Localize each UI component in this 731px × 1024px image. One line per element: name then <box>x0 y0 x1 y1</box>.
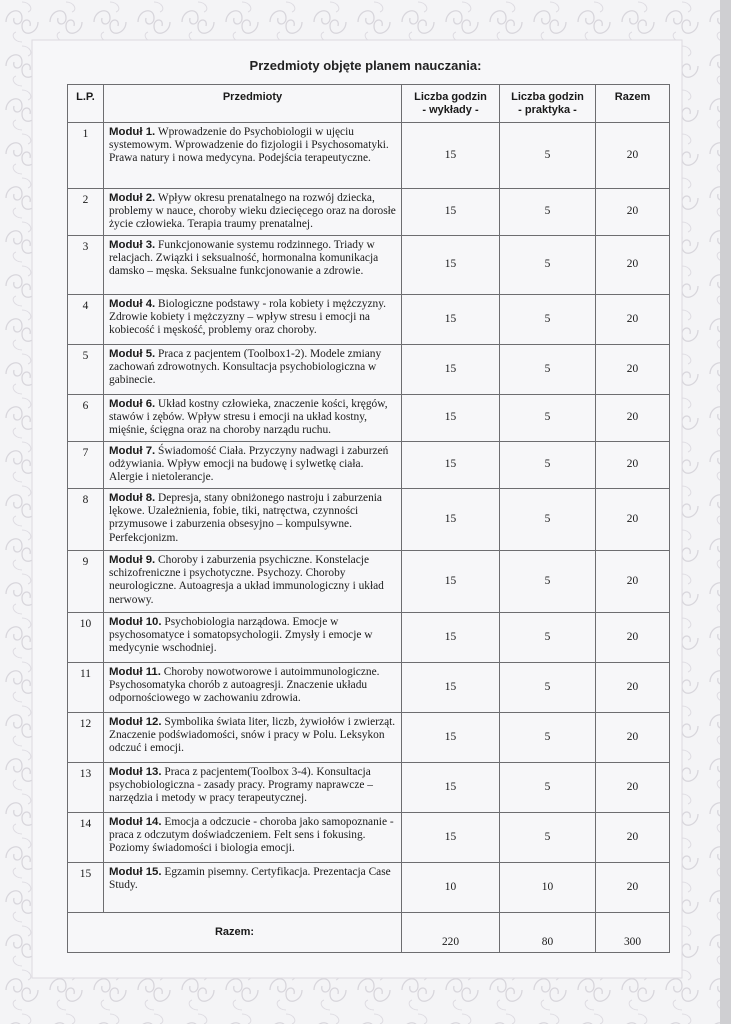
row-total: 20 <box>596 395 670 442</box>
summary-practice: 80 <box>500 913 596 953</box>
row-lectures: 15 <box>402 663 500 713</box>
row-description <box>104 663 402 713</box>
row-total: 20 <box>596 713 670 763</box>
row-practice: 5 <box>500 295 596 345</box>
row-total: 20 <box>596 763 670 813</box>
row-practice: 5 <box>500 813 596 863</box>
header-lp: L.P. <box>68 85 104 123</box>
row-lectures: 15 <box>402 813 500 863</box>
row-lp: 8 <box>68 489 104 551</box>
table-row <box>68 295 670 345</box>
row-description <box>104 813 402 863</box>
row-total: 20 <box>596 236 670 295</box>
table-row <box>68 123 670 189</box>
module-description: Emocja a odczucie - choroba jako samopoznanie - praca z odczutym doświadczeniem. Felt sens i fokusing. Poziomy świadomości i biologia emocji. <box>109 816 394 855</box>
row-lectures: 15 <box>402 236 500 295</box>
module-description: Praca z pacjentem (Toolbox1-2). Modele zmiany zachowań zdrowotnych. Konsultacja psychobiologiczna w gabinecie. <box>109 348 382 387</box>
module-label: Moduł 15. <box>109 866 162 878</box>
module-description: Choroby nowotworowe i autoimmunologiczne. Psychosomatyka chorób z autoagresji. Znaczenie układu odpornościowego w zachowaniu zdrowia. <box>109 666 380 705</box>
row-lp: 6 <box>68 395 104 442</box>
table-row <box>68 713 670 763</box>
row-total: 20 <box>596 189 670 236</box>
row-description <box>104 123 402 189</box>
row-total: 20 <box>596 813 670 863</box>
module-description: Wpływ okresu prenatalnego na rozwój dziecka, problemy w nauce, choroby wieku dziecięcego oraz na dorosłe życie człowieka. Terapia traumy prenatalnej. <box>109 192 396 231</box>
module-description: Funkcjonowanie systemu rodzinnego. Triady w relacjach. Związki i seksualność, hormonalna komunikacja damsko – męska. Seksualne funkcjonowanie a zdrowie. <box>109 239 379 278</box>
header-total: Razem <box>596 85 670 123</box>
row-practice: 5 <box>500 345 596 395</box>
row-lp: 9 <box>68 551 104 613</box>
header-lectures: Liczba godzin - wykłady - <box>402 85 500 123</box>
row-lectures: 15 <box>402 395 500 442</box>
module-label: Moduł 8. <box>109 492 156 504</box>
row-lp: 11 <box>68 663 104 713</box>
row-lectures: 10 <box>402 863 500 913</box>
row-total: 20 <box>596 123 670 189</box>
module-description: Układ kostny człowieka, znaczenie kości, kręgów, stawów i zębów. Wpływ stresu i emocji na układ kostny, mięśnie, ścięgna oraz na choroby narządu ruchu. <box>109 398 388 437</box>
row-practice: 5 <box>500 123 596 189</box>
table-row <box>68 442 670 489</box>
module-label: Moduł 1. <box>109 126 156 138</box>
table-row <box>68 763 670 813</box>
module-label: Moduł 4. <box>109 298 156 310</box>
row-lp: 7 <box>68 442 104 489</box>
table-row <box>68 189 670 236</box>
row-total: 20 <box>596 863 670 913</box>
row-lp: 15 <box>68 863 104 913</box>
summary-row <box>68 913 670 953</box>
header-subjects: Przedmioty <box>104 85 402 123</box>
module-description: Symbolika świata liter, liczb, żywiołów i zwierząt. Znaczenie podświadomości, snów i pracy w Polu. Leksykon odczuć i emocji. <box>109 716 396 755</box>
row-description <box>104 713 402 763</box>
table-row <box>68 395 670 442</box>
table-row <box>68 489 670 551</box>
module-description: Praca z pacjentem(Toolbox 3-4). Konsultacja psychobiologiczna - zasady pracy. Programy naprawcze – narzędzia i metody w pracy terapeutycznej. <box>109 766 373 805</box>
row-description <box>104 442 402 489</box>
row-practice: 5 <box>500 551 596 613</box>
table-row <box>68 613 670 663</box>
row-description <box>104 345 402 395</box>
row-lectures: 15 <box>402 345 500 395</box>
summary-lectures: 220 <box>402 913 500 953</box>
row-practice: 5 <box>500 236 596 295</box>
table-row <box>68 551 670 613</box>
row-total: 20 <box>596 442 670 489</box>
module-label: Moduł 6. <box>109 398 156 410</box>
row-description <box>104 763 402 813</box>
table-row <box>68 813 670 863</box>
module-description: Wprowadzenie do Psychobiologii w ujęciu systemowym. Wprowadzenie do fizjologii i Psychosomatyki. Prawa natury i nowa medycyna. Podejścia terapeutyczne. <box>109 126 389 165</box>
module-label: Moduł 10. <box>109 616 162 628</box>
row-practice: 10 <box>500 863 596 913</box>
row-lectures: 15 <box>402 613 500 663</box>
module-description: Depresja, stany obniżonego nastroju i zaburzenia lękowe. Uzależnienia, fobie, tiki, natręctwa, czynności przymusowe i zaburzenia obsesyjno – kompulsywne. Perfekcjonizm. <box>109 492 382 544</box>
row-total: 20 <box>596 295 670 345</box>
module-label: Moduł 2. <box>109 192 156 204</box>
row-description <box>104 551 402 613</box>
row-total: 20 <box>596 613 670 663</box>
row-total: 20 <box>596 663 670 713</box>
table-row <box>68 236 670 295</box>
module-label: Moduł 13. <box>109 766 162 778</box>
row-lp: 1 <box>68 123 104 189</box>
row-lp: 12 <box>68 713 104 763</box>
module-description: Świadomość Ciała. Przyczyny nadwagi i zaburzeń odżywiania. Wpływ emocji na budowę i sylwetkę ciała. Alergie i nietolerancje. <box>109 445 389 484</box>
row-lp: 13 <box>68 763 104 813</box>
row-lectures: 15 <box>402 295 500 345</box>
row-description <box>104 236 402 295</box>
row-lectures: 15 <box>402 551 500 613</box>
row-description <box>104 295 402 345</box>
row-description <box>104 489 402 551</box>
row-lp: 5 <box>68 345 104 395</box>
row-practice: 5 <box>500 189 596 236</box>
summary-label: Razem: <box>68 913 402 953</box>
row-lp: 4 <box>68 295 104 345</box>
module-label: Moduł 14. <box>109 816 162 828</box>
row-total: 20 <box>596 489 670 551</box>
row-total: 20 <box>596 345 670 395</box>
row-practice: 5 <box>500 395 596 442</box>
module-description: Biologiczne podstawy - rola kobiety i mężczyzny. Zdrowie kobiety i mężczyzny – wpływ stresu i emocji na kobiecość i męskość, problemy oraz choroby. <box>109 298 387 337</box>
row-lectures: 15 <box>402 713 500 763</box>
module-label: Moduł 3. <box>109 239 156 251</box>
summary-total: 300 <box>596 913 670 953</box>
row-practice: 5 <box>500 613 596 663</box>
module-label: Moduł 5. <box>109 348 156 360</box>
row-lp: 14 <box>68 813 104 863</box>
row-lp: 3 <box>68 236 104 295</box>
row-lectures: 15 <box>402 123 500 189</box>
row-lp: 10 <box>68 613 104 663</box>
module-label: Moduł 12. <box>109 716 162 728</box>
table-row <box>68 863 670 913</box>
row-lectures: 15 <box>402 189 500 236</box>
table-row <box>68 345 670 395</box>
module-description: Choroby i zaburzenia psychiczne. Konstelacje schizofreniczne i psychotyczne. Psychozy. Choroby neurologiczne. Autoagresja a układ immunologiczny i układ nerwowy. <box>109 554 384 606</box>
row-description <box>104 613 402 663</box>
row-practice: 5 <box>500 713 596 763</box>
module-label: Moduł 9. <box>109 554 156 566</box>
module-description: Egzamin pisemny. Certyfikacja. Prezentacja Case Study. <box>109 866 391 892</box>
header-row <box>68 85 670 123</box>
module-label: Moduł 11. <box>109 666 161 678</box>
row-lp: 2 <box>68 189 104 236</box>
module-description: Psychobiologia narządowa. Emocje w psychosomatyce i somatopsychologii. Zmysły i emocje w medycynie wschodniej. <box>109 616 373 655</box>
row-practice: 5 <box>500 663 596 713</box>
row-practice: 5 <box>500 489 596 551</box>
header-practice: Liczba godzin - praktyka - <box>500 85 596 123</box>
row-lectures: 15 <box>402 442 500 489</box>
row-description <box>104 395 402 442</box>
row-practice: 5 <box>500 442 596 489</box>
row-practice: 5 <box>500 763 596 813</box>
row-total: 20 <box>596 551 670 613</box>
row-lectures: 15 <box>402 763 500 813</box>
row-description <box>104 863 402 913</box>
curriculum-table <box>67 84 670 953</box>
page-title: Przedmioty objęte planem nauczania: <box>249 58 482 73</box>
row-lectures: 15 <box>402 489 500 551</box>
row-description <box>104 189 402 236</box>
module-label: Moduł 7. <box>109 445 156 457</box>
table-row <box>68 663 670 713</box>
